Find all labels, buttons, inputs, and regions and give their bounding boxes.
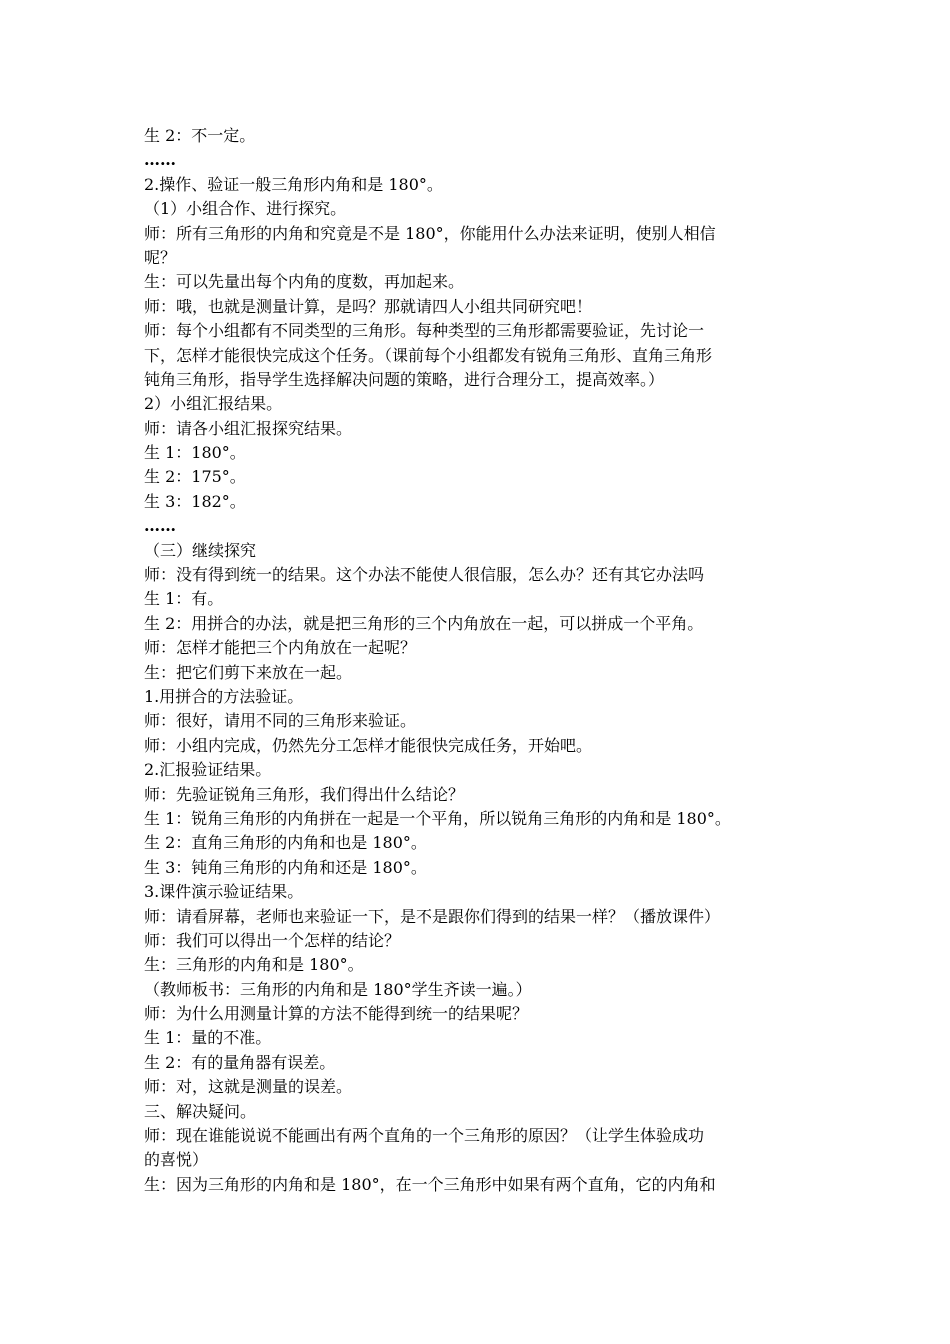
text-line: 师：怎样才能把三个内角放在一起呢？ xyxy=(144,638,417,658)
text-line: 师：现在谁能说说不能画出有两个直角的一个三角形的原因？（让学生体验成功 xyxy=(144,1126,705,1146)
text-line: 1.用拼合的方法验证。 xyxy=(144,686,304,706)
text-line: （三）继续探究 xyxy=(144,540,257,560)
text-line: 钝角三角形，指导学生选择解决问题的策略，进行合理分工，提高效率。） xyxy=(144,369,665,389)
text-line: 3.课件演示验证结果。 xyxy=(144,882,304,902)
text-line: 师：每个小组都有不同类型的三角形。每种类型的三角形都需要验证，先讨论一 xyxy=(144,321,705,341)
text-line: 师：所有三角形的内角和究竟是不是 180°，你能用什么办法来证明，使别人相信 xyxy=(144,223,716,243)
text-line: 三、解决疑问。 xyxy=(144,1101,257,1121)
text-line: 生 2：有的量角器有误差。 xyxy=(144,1052,336,1072)
text-line: 生 2：直角三角形的内角和也是 180°。 xyxy=(144,833,427,853)
text-line: 生：三角形的内角和是 180°。 xyxy=(144,955,364,975)
text-line: 师：为什么用测量计算的方法不能得到统一的结果呢？ xyxy=(144,1004,529,1024)
text-line: 生 2：不一定。 xyxy=(144,126,256,145)
document-page xyxy=(144,124,812,1197)
text-line: 生：因为三角形的内角和是 180°，在一个三角形中如果有两个直角，它的内角和 xyxy=(144,1174,716,1194)
text-line: 生 1：锐角三角形的内角拼在一起是一个平角，所以锐角三角形的内角和是 180°。 xyxy=(144,808,731,828)
text-line: 师：哦，也就是测量计算，是吗？那就请四人小组共同研究吧！ xyxy=(144,296,593,316)
text-line: 师：我们可以得出一个怎样的结论？ xyxy=(144,930,401,950)
text-line: 2）小组汇报结果。 xyxy=(144,394,283,414)
text-line: 的喜悦） xyxy=(144,1150,209,1170)
text-line: 师：小组内完成，仍然先分工怎样才能很快完成任务，开始吧。 xyxy=(144,735,593,755)
text-line: 呢？ xyxy=(144,247,177,267)
text-line: 生 1：180°。 xyxy=(144,443,246,463)
text-line: 师：请各小组汇报探究结果。 xyxy=(144,418,353,438)
text-line: 师：请看屏幕，老师也来验证一下，是不是跟你们得到的结果一样？（播放课件） xyxy=(144,906,721,926)
text-line: （1）小组合作、进行探究。 xyxy=(144,199,347,219)
text-line: （教师板书：三角形的内角和是 180°学生齐读一遍。） xyxy=(144,979,532,999)
text-line: 生：可以先量出每个内角的度数，再加起来。 xyxy=(144,272,465,292)
text-line: 师：先验证锐角三角形，我们得出什么结论？ xyxy=(144,784,465,804)
text-line: …… xyxy=(144,516,176,536)
text-line: 生 1：有。 xyxy=(144,589,224,609)
text-line: 2.汇报验证结果。 xyxy=(144,760,272,780)
text-line: 生 2：用拼合的办法，就是把三角形的三个内角放在一起，可以拼成一个平角。 xyxy=(144,613,704,633)
text-line: 师：没有得到统一的结果。这个办法不能使人很信服，怎么办？还有其它办法吗 xyxy=(144,565,705,585)
text-line: …… xyxy=(144,150,176,170)
text-line: 师：很好，请用不同的三角形来验证。 xyxy=(144,711,417,731)
text-line: 生 2：175°。 xyxy=(144,467,246,487)
text-line: 2.操作、验证一般三角形内角和是 180°。 xyxy=(144,174,443,194)
text-line: 下，怎样才能很快完成这个任务。（课前每个小组都发有锐角三角形、直角三角形 xyxy=(144,345,713,365)
text-line: 生 1：量的不准。 xyxy=(144,1028,272,1048)
text-line: 生 3：182°。 xyxy=(144,491,246,511)
text-line: 生 3：钝角三角形的内角和还是 180°。 xyxy=(144,857,427,877)
text-line: 生：把它们剪下来放在一起。 xyxy=(144,662,353,682)
text-line: 师：对，这就是测量的误差。 xyxy=(144,1077,353,1097)
